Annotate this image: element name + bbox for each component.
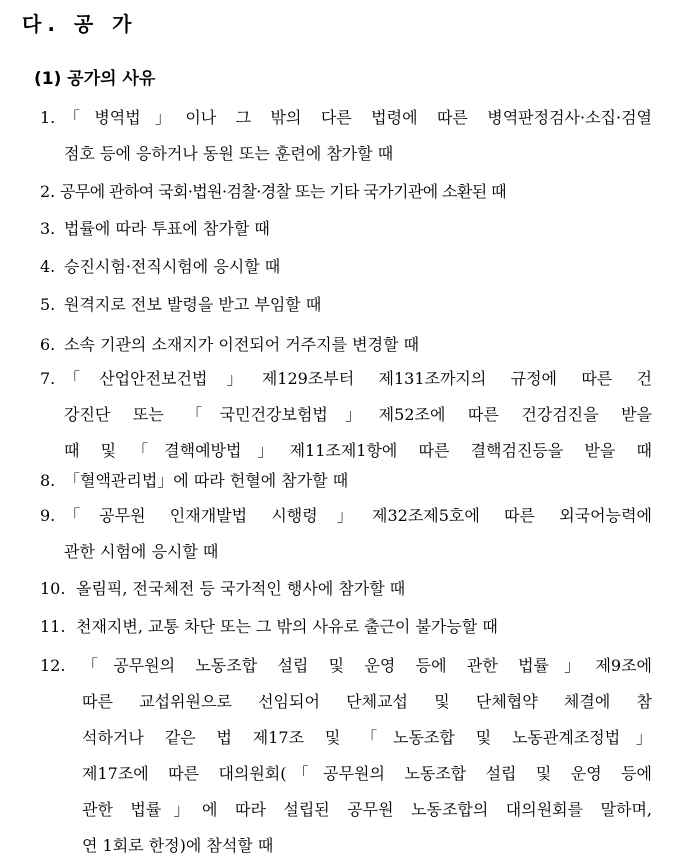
item-number: 11. — [40, 617, 66, 636]
item-text-line: 천재지변, 교통 차단 또는 그 밖의 사유로 출근이 불가능할 때 — [76, 617, 498, 636]
item-text-line: 공무에 관하여 국회·법원·검찰·경찰 또는 기타 국가기관에 소환된 때 — [60, 182, 506, 201]
list-item — [40, 361, 652, 469]
item-text-line: 때 및「결핵예방법」제11조제1항에 따른 결핵검진등을 받을 때 — [64, 441, 652, 460]
list-item — [40, 100, 652, 172]
item-text-line: 관한 시험에 응시할 때 — [64, 542, 219, 561]
item-text-line: 「공무원의 노동조합 설립 및 운영 등에 관한 법률」제9조에 — [82, 656, 652, 675]
item-number: 10. — [40, 579, 66, 598]
list-item — [40, 648, 652, 864]
item-number: 4. — [40, 257, 56, 276]
item-number: 12. — [40, 656, 66, 675]
item-text-line: 점호 등에 응하거나 동원 또는 훈련에 참가할 때 — [64, 144, 394, 163]
subsection-heading: (1) 공가의 사유 — [34, 69, 156, 89]
item-text-line: 따른 교섭위원으로 선임되어 단체교섭 및 단체협약 체결에 참 — [82, 692, 652, 711]
list-item — [40, 571, 652, 607]
list-item — [40, 609, 652, 645]
list-item — [40, 463, 652, 499]
item-text-line: 올림픽, 전국체전 등 국가적인 행사에 참가할 때 — [76, 579, 406, 598]
item-text-line: 승진시험·전직시험에 응시할 때 — [64, 257, 281, 276]
item-text-line: 「산업안전보건법」제129조부터 제131조까지의 규정에 따른 건 — [64, 369, 652, 388]
item-number: 9. — [40, 506, 56, 525]
item-text-line: 법률에 따라 투표에 참가할 때 — [64, 219, 270, 238]
section-heading: 다. 공 가 — [22, 12, 138, 36]
item-text-line: 「병역법」이나 그 밖의 다른 법령에 따른 병역판정검사·소집·검열 — [64, 108, 652, 127]
item-number: 3. — [40, 219, 56, 238]
item-number: 6. — [40, 335, 56, 354]
list-item — [40, 287, 652, 323]
item-text-line: 「공무원 인재개발법 시행령」제32조제5호에 따른 외국어능력에 — [64, 506, 652, 525]
item-number: 8. — [40, 471, 56, 490]
item-number: 7. — [40, 369, 56, 388]
list-item — [40, 174, 652, 210]
list-item — [40, 249, 652, 285]
item-number: 1. — [40, 108, 56, 127]
list-item — [40, 498, 652, 570]
item-text-line: 소속 기관의 소재지가 이전되어 거주지를 변경할 때 — [64, 335, 420, 354]
list-item — [40, 211, 652, 247]
item-number: 5. — [40, 295, 56, 314]
item-number: 2. — [40, 182, 56, 201]
item-text-line: 강진단 또는 「국민건강보험법」제52조에 따른 건강검진을 받을 — [64, 405, 652, 424]
item-text-line: 제17조에 따른 대의원회(「공무원의 노동조합 설립 및 운영 등에 — [82, 764, 652, 783]
item-text-line: 「혈액관리법」에 따라 헌혈에 참가할 때 — [64, 471, 349, 490]
item-text-line: 관한 법률」에 따라 설립된 공무원 노동조합의 대의원회를 말하며, — [82, 800, 652, 819]
item-text-line: 원격지로 전보 발령을 받고 부임할 때 — [64, 295, 322, 314]
item-text-line: 연 1회로 한정)에 참석할 때 — [82, 836, 274, 855]
item-text-line: 석하거나 같은 법 제17조 및 「노동조합 및 노동관계조정법」 — [82, 728, 652, 747]
list-item — [40, 327, 652, 363]
